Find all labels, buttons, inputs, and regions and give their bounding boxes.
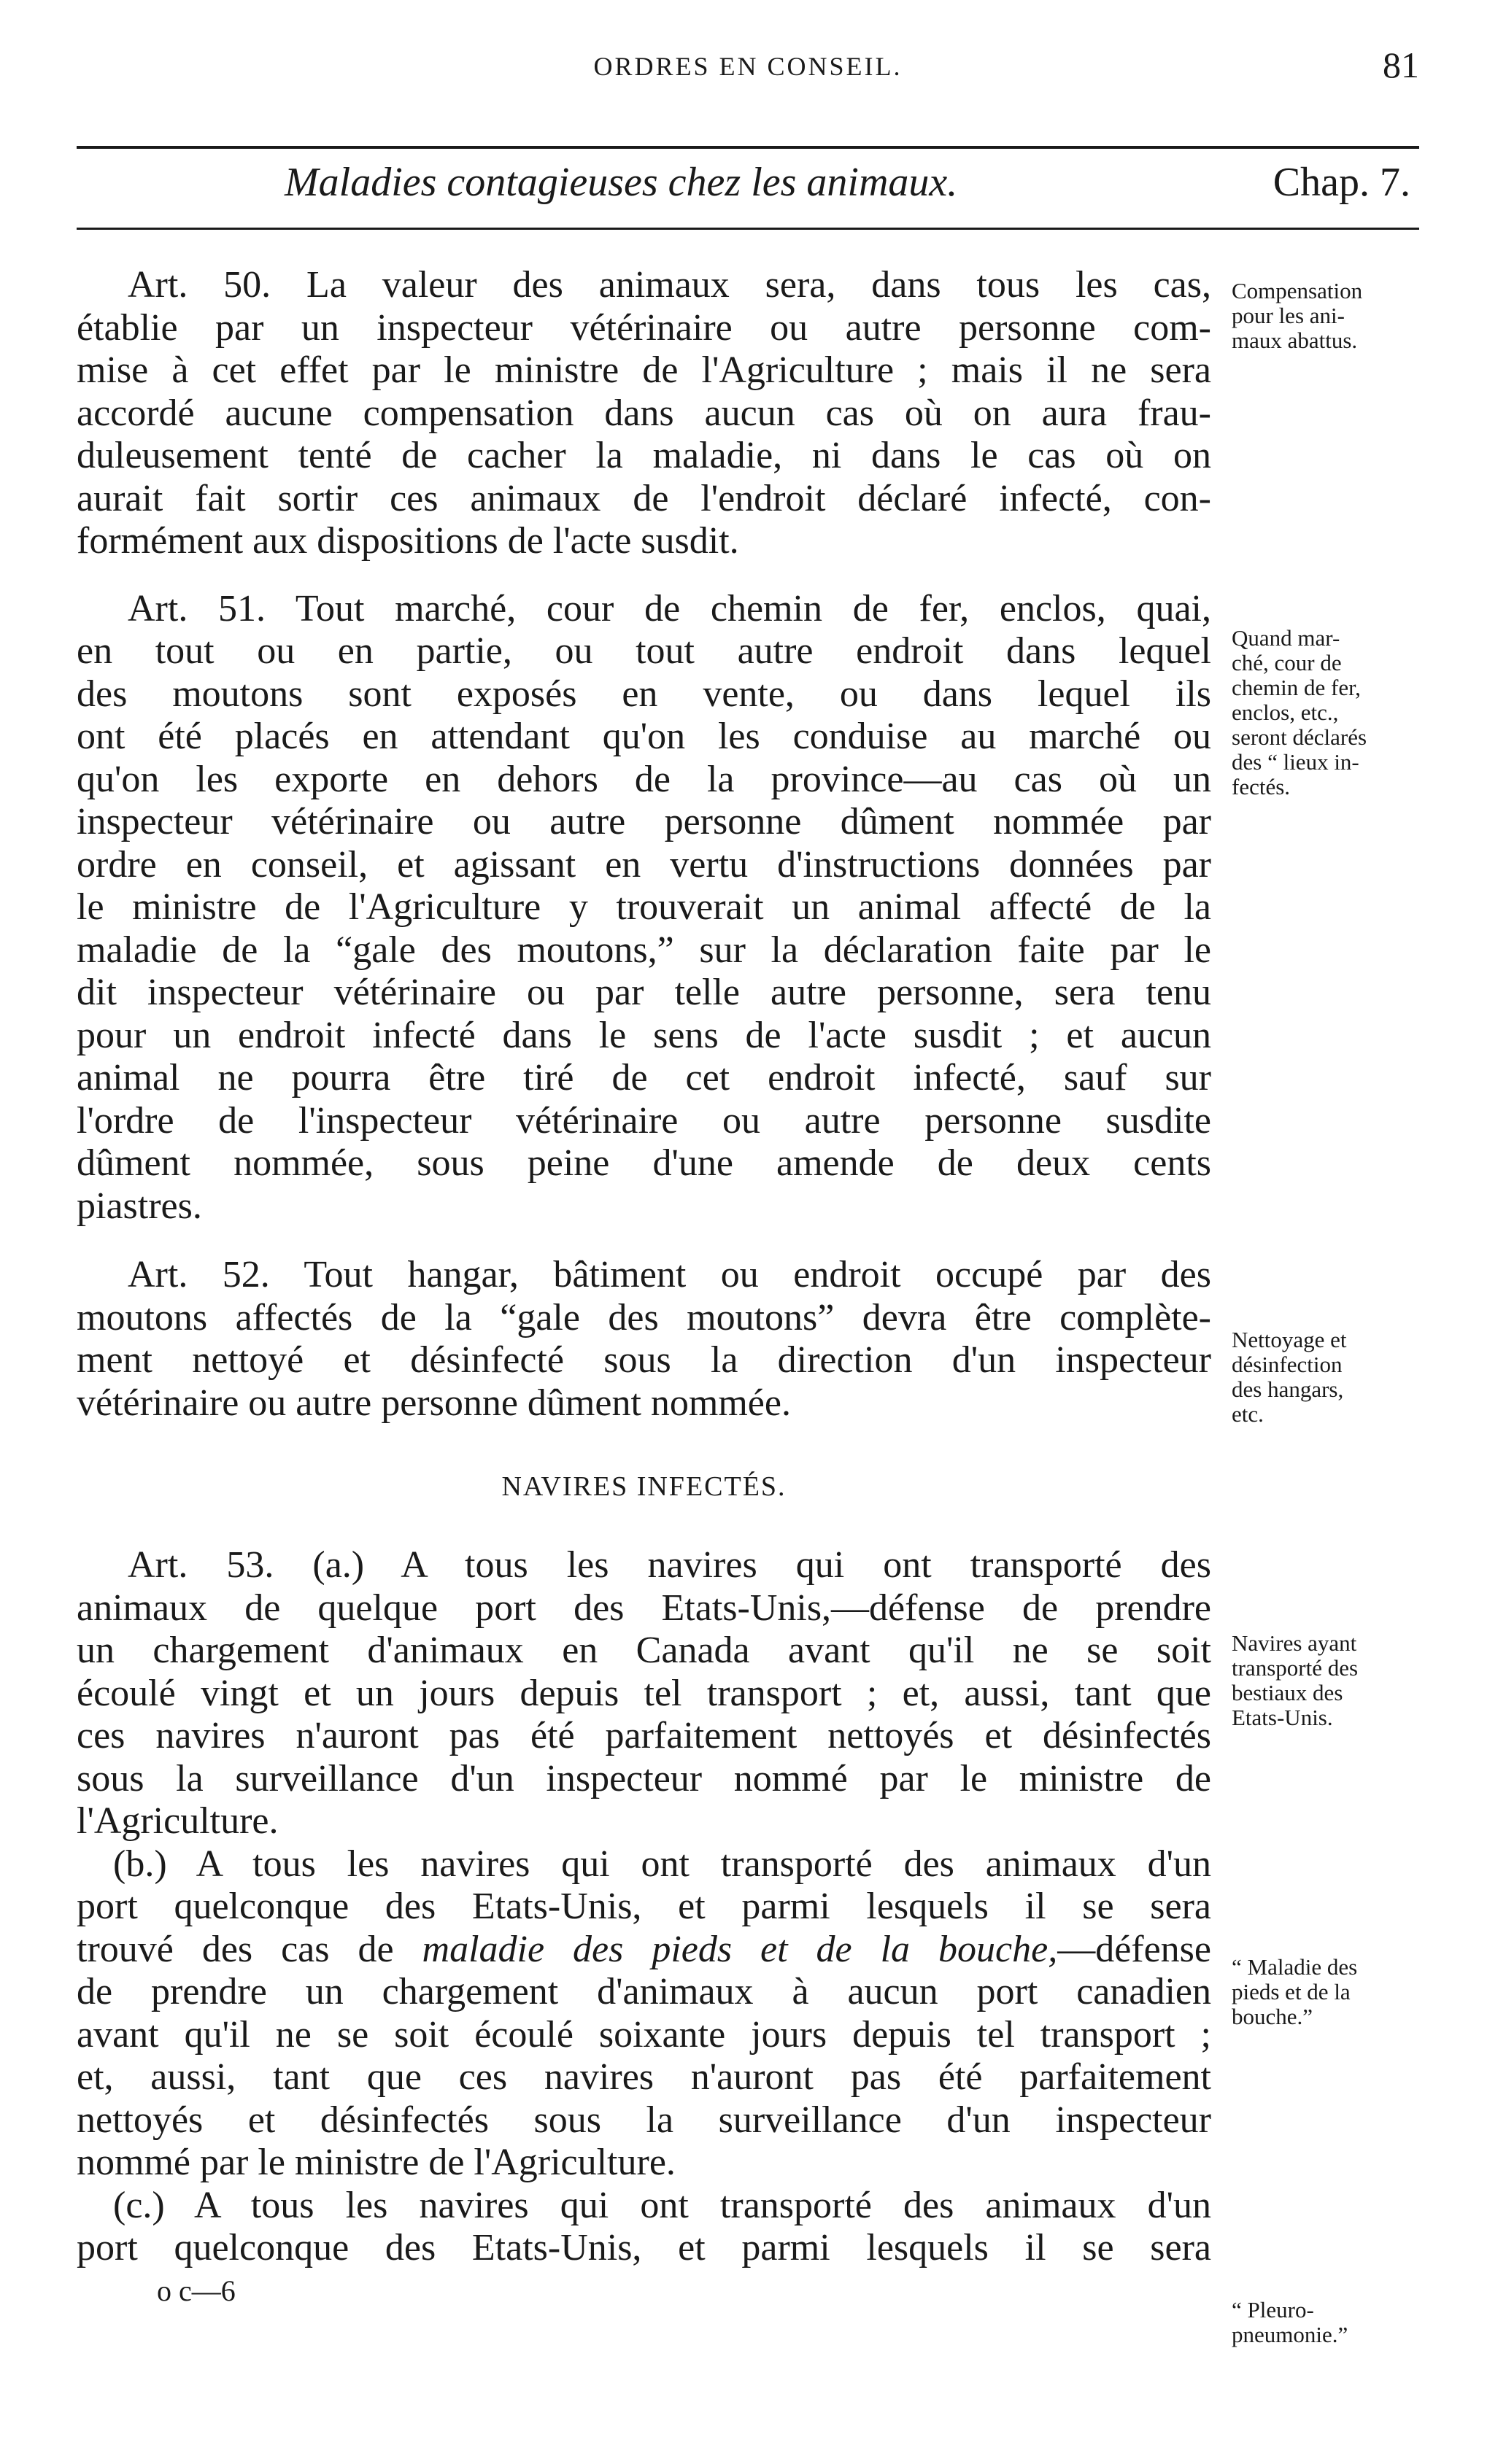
text-line: port quelconque des Etats-Unis, et parmi lesquels il se sera — [77, 2227, 1211, 2269]
page-number: 81 — [1383, 44, 1419, 85]
italic-term: maladie des pieds et de la bouche, — [422, 1928, 1058, 1970]
margin-note-nettoyage — [1232, 1328, 1451, 1427]
text-line: inspecteur vétérinaire ou autre personne dûment nommée par — [77, 801, 1211, 842]
text-line: Art. 51. Tout marché, cour de chemin de fer, enclos, quai, — [128, 587, 1211, 629]
margin-line: chemin de fer, — [1232, 675, 1361, 700]
text-line: aurait fait sortir ces animaux de l'endroit déclaré infecté, con- — [77, 477, 1211, 519]
text-line: (c.) A tous les navires qui ont transporté des animaux d'un — [113, 2184, 1211, 2226]
chapter-label: Chap. 7. — [1273, 160, 1410, 205]
margin-line: pour les ani- — [1232, 303, 1345, 328]
margin-line: “ Maladie des — [1232, 1954, 1358, 1980]
header-rule-top — [77, 146, 1419, 149]
margin-note-maladie-pieds — [1232, 1955, 1451, 2029]
text-line: duleusement tenté de cacher la maladie, ni dans le cas où on — [77, 435, 1211, 476]
margin-line: bestiaux des — [1232, 1680, 1343, 1705]
running-title: Maladies contagieuses chez les animaux. — [285, 160, 958, 205]
text-line: et, aussi, tant que ces navires n'auront pas été parfaitement — [77, 2056, 1211, 2098]
text-line: ordre en conseil, et agissant en vertu d'instructions données par — [77, 843, 1211, 886]
spacer — [77, 563, 1211, 588]
text-line: Art. 52. Tout hangar, bâtiment ou endroit occupé par des — [128, 1254, 1211, 1295]
margin-line: fectés. — [1232, 774, 1291, 799]
article-52 — [77, 1254, 1211, 1425]
text-line: pour un endroit infecté dans le sens de l'acte susdit ; et aucun — [77, 1014, 1211, 1056]
header-title: ORDRES EN CONSEIL. — [593, 52, 903, 81]
margin-line: maux abattus. — [1232, 328, 1358, 353]
margin-line: seront déclarés — [1232, 724, 1367, 750]
text-line: accordé aucune compensation dans aucun cas où on aura frau- — [77, 392, 1211, 434]
page-header — [77, 44, 1419, 102]
text-line: ces navires n'auront pas été parfaitement nettoyés et désinfectés — [77, 1715, 1211, 1756]
article-53c — [77, 2185, 1211, 2270]
text-line: qu'on les exporte en dehors de la province—au cas où un — [77, 758, 1211, 800]
text-line: nettoyés et désinfectés sous la surveillance d'un inspecteur — [77, 2099, 1211, 2141]
spacer — [77, 1228, 1211, 1254]
main-text — [77, 264, 1211, 2312]
text-line: sous la surveillance d'un inspecteur nommé par le ministre de — [77, 1757, 1211, 1799]
text-line: écoulé vingt et un jours depuis tel transport ; et, aussi, tant que — [77, 1672, 1211, 1714]
margin-note-navires — [1232, 1631, 1451, 1730]
article-51 — [77, 588, 1211, 1228]
text-line: établie par un inspecteur vétérinaire ou autre personne com- — [77, 306, 1211, 349]
text-line: l'Agriculture. — [77, 1800, 279, 1842]
margin-line: pneumonie.” — [1232, 2322, 1348, 2347]
margin-line: pieds et de la — [1232, 1979, 1351, 2004]
text-line: ont été placés en attendant qu'on les conduise au marché ou — [77, 716, 1211, 757]
article-53a — [77, 1544, 1211, 1843]
text-line: dit inspecteur vétérinaire ou par telle autre personne, sera tenu — [77, 972, 1211, 1013]
text-line: l'ordre de l'inspecteur vétérinaire ou autre personne susdite — [77, 1099, 1211, 1142]
margin-line: enclos, etc., — [1232, 700, 1339, 725]
margin-line: Compensation — [1232, 278, 1363, 303]
margin-note-lieux-infectes — [1232, 626, 1451, 799]
margin-line: des “ lieux in- — [1232, 749, 1359, 775]
signature-mark: o c—6 — [157, 2274, 236, 2307]
margin-line: “ Pleuro- — [1232, 2297, 1314, 2322]
header-rule-bottom — [77, 228, 1419, 230]
text-line: le ministre de l'Agriculture y trouverait un animal affecté de la — [77, 886, 1211, 928]
text-line: mise à cet effet par le ministre de l'Agriculture ; mais il ne sera — [77, 349, 1211, 391]
text-line: un chargement d'animaux en Canada avant qu'il ne se soit — [77, 1630, 1211, 1671]
text-line: en tout ou en partie, ou tout autre endroit dans lequel — [77, 630, 1211, 672]
text-line: animal ne pourra être tiré de cet endroit infecté, sauf sur — [77, 1057, 1211, 1099]
margin-line: Nettoyage et — [1232, 1327, 1347, 1352]
text-line: de prendre un chargement d'animaux à aucun port canadien — [77, 1971, 1211, 2012]
text-line: des moutons sont exposés en vente, ou dans lequel ils — [77, 673, 1211, 715]
text-line: nommé par le ministre de l'Agriculture. — [77, 2142, 676, 2183]
text-line: moutons affectés de la “gale des moutons” devra être complète- — [77, 1296, 1211, 1338]
margin-line: désinfection — [1232, 1352, 1343, 1377]
text-line: piastres. — [77, 1185, 202, 1227]
text-line: avant qu'il ne se soit écoulé soixante jours depuis tel transport ; — [77, 2013, 1211, 2056]
margin-line: Navires ayant — [1232, 1630, 1357, 1656]
article-53b — [77, 1843, 1211, 2185]
margin-line: Quand mar- — [1232, 625, 1340, 651]
spacer — [77, 1512, 1211, 1544]
text-line: animaux de quelque port des Etats-Unis,—défense de prendre — [77, 1587, 1211, 1629]
section-heading: NAVIRES INFECTÉS. — [501, 1471, 787, 1502]
margin-line: Etats-Unis. — [1232, 1705, 1333, 1730]
text-line: (b.) A tous les navires qui ont transporté des animaux d'un — [113, 1843, 1211, 1885]
margin-line: transporté des — [1232, 1655, 1359, 1681]
margin-line: etc. — [1232, 1401, 1264, 1427]
article-50 — [77, 264, 1211, 563]
text-line: formément aux dispositions de l'acte susdit. — [77, 520, 739, 562]
text-run: —défense — [1057, 1928, 1211, 1970]
spacer — [77, 1425, 1211, 1461]
margin-note-pleuro — [1232, 2298, 1451, 2347]
text-line: ment nettoyé et désinfecté sous la direction d'un inspecteur — [77, 1339, 1211, 1381]
running-head — [77, 159, 1419, 217]
margin-line: ché, cour de — [1232, 650, 1342, 675]
text-line: maladie de la “gale des moutons,” sur la déclaration faite par le — [77, 929, 1211, 971]
margin-line: des hangars, — [1232, 1376, 1344, 1402]
text-run: trouvé des cas de — [77, 1928, 422, 1970]
text-line: dûment nommée, sous peine d'une amende de deux cents — [77, 1142, 1211, 1184]
margin-line: bouche.” — [1232, 2004, 1313, 2029]
text-line: Art. 50. La valeur des animaux sera, dans tous les cas, — [128, 264, 1211, 306]
margin-note-compensation — [1232, 279, 1451, 353]
text-line: Art. 53. (a.) A tous les navires qui ont transporté des — [128, 1544, 1211, 1586]
text-line: port quelconque des Etats-Unis, et parmi lesquels il se sera — [77, 1886, 1211, 1927]
text-line: vétérinaire ou autre personne dûment nommée. — [77, 1382, 791, 1424]
text-line — [77, 1929, 1211, 1972]
